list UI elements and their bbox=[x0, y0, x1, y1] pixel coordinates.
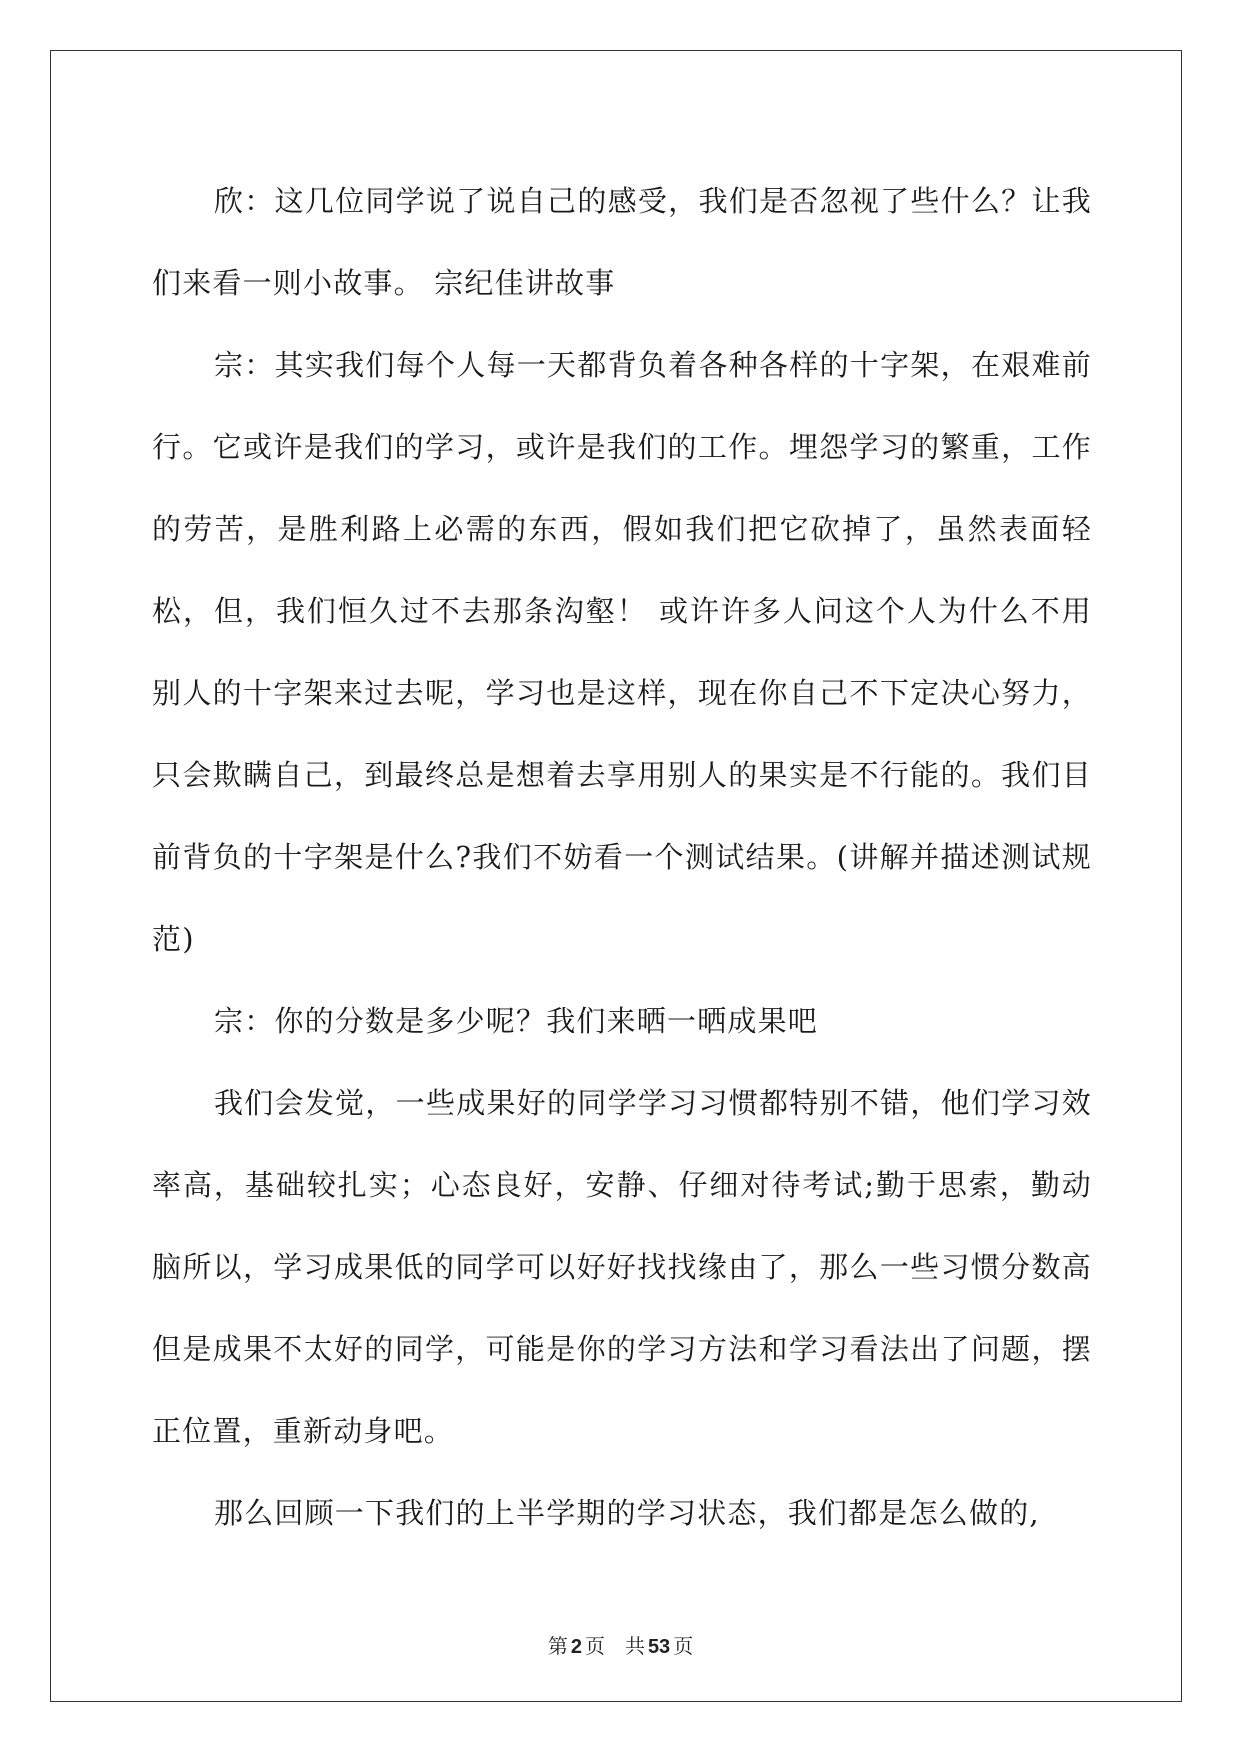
paragraph-4: 我们会发觉，一些成果好的同学学习习惯都特别不错，他们学习效率高，基础较扎实；心态良好，安静、仔细对待考试;勤于思索，勤动脑所以，学习成果低的同学可以好好找找缘由了，那么一些习惯分数高但是成果不太好的同学，可能是你的学习方法和学习看法出了问题，摆正位置，重新动身吧。 bbox=[152, 1086, 1092, 1448]
paragraph-2: 宗：其实我们每个人每一天都背负着各种各样的十字架，在艰难前行。它或许是我们的学习，或许是我们的工作。埋怨学习的繁重，工作的劳苦，是胜利路上必需的东西，假如我们把它砍掉了，虽然表面轻松，但，我们恒久过不去那条沟壑！ 或许许多人问这个人为什么不用别人的十字架来过去呢，学习也是这样，现在你自己不下定决心努力，只会欺瞒自己，到最终总是想着去享用别人的果实是不行能的。我们目前背负的十字架是什么?我们不妨看一个测试结果。(讲解并描述测试规范) bbox=[152, 348, 1092, 956]
footer-total-pages: 53 bbox=[647, 1636, 671, 1658]
page-footer bbox=[0, 1630, 1241, 1659]
footer-page-number: 2 bbox=[570, 1636, 582, 1658]
document-body bbox=[152, 160, 1092, 1554]
footer-prefix: 第 bbox=[547, 1634, 568, 1658]
footer-page-suffix: 页 bbox=[584, 1634, 605, 1658]
footer-total-suffix: 页 bbox=[673, 1634, 694, 1658]
paragraph-1: 欣：这几位同学说了说自己的感受，我们是否忽视了些什么？让我们来看一则小故事。 宗纪佳讲故事 bbox=[152, 184, 1092, 300]
paragraph-5: 那么回顾一下我们的上半学期的学习状态，我们都是怎么做的, bbox=[214, 1496, 1040, 1530]
paragraph-3: 宗：你的分数是多少呢？我们来晒一晒成果吧 bbox=[214, 1004, 819, 1038]
footer-total-prefix: 共 bbox=[624, 1634, 645, 1658]
